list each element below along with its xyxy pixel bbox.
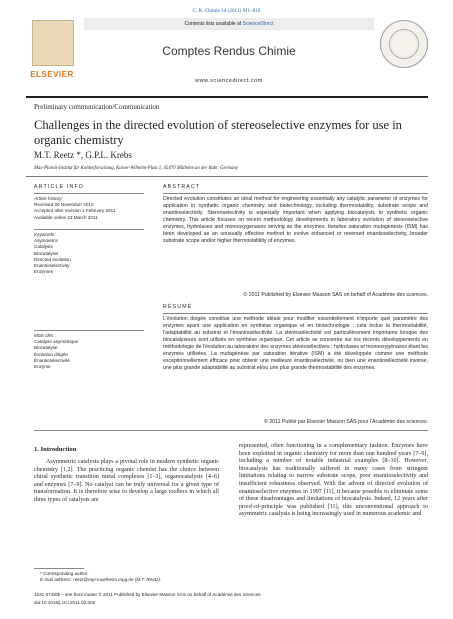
abstract-text: Directed evolution constitutes an ideal method for engineering essentially any catalytic parameter of enzymes for application in synthetic organic chemistry and biotechnology, including thermostability, substrate scope and enantioselectivity. Stereoselectivity is especially important when applying biocatalysts to synthetic organic chemistry. This article focuses on recent methodology developments in laboratory evolution of stereoselective enzymes, hydrolases and monooxygenases serving as the enzymes. Iterative saturation mutagenesis (ISM) has been developed as an unusually effective method to evolve enhanced or reversed enantioselectivity, broader substrate scope and/or higher thermostability of enzymes. xyxy=(163,196,428,244)
contents-line xyxy=(84,18,374,30)
abstract-bottom-rule xyxy=(34,430,428,431)
body-paragraph-right: represented, often functioning in a complementary fashion. Enzymes have been exploited in organic chemistry for more than one hundred years [7–9], including a number of notable industrial examples [8–10]. However, biocatalysis has traditionally suffered in many cases from stringent limitations relating to narrow substrate scope, poor enantioselectivity and insufficient robustness observed. With the advent of directed evolution of enantioselective enzymes in 1997 [11], it became possible to eliminate some of these disadvantages and limitations of biocatalysis. Indeed, 12 years after proof-of-principle was published [11], this unconventional approach to asymmetric catalysis is being increasingly used in numerous academic and xyxy=(239,443,428,518)
academy-seal-icon xyxy=(380,20,428,68)
article-title: Challenges in the directed evolution of stereoselective enzymes for use in organic chemistry xyxy=(34,118,402,147)
body-paragraph-left: Asymmetric catalysis plays a pivotal role in modern synthetic organic chemistry [1,2]. The practicing organic chemist has the choice between chiral synthetic transition metal complexes [1–3], organocatalysts [4–6] and enzymes [7–9]. No catalyst can be truly universal for a given type of transformation. It is therefore wise to develop a large toolbox in which all three types of catalysts are xyxy=(34,459,219,503)
running-head: C. R. Chimie 14 (2011) 811–818 xyxy=(192,8,261,14)
mot-cle: Catalyse asymétrique xyxy=(34,339,79,345)
footnote-star: * Corresponding author. xyxy=(40,571,89,576)
issn-line: 1631-0748/$ – see front matter © 2011 Published by Elsevier Masson SAS on behalf of Académie des sciences. xyxy=(34,592,262,597)
section-heading: 1. Introduction xyxy=(34,446,77,453)
abstract-heading: ABSTRACT xyxy=(163,184,201,190)
article-history xyxy=(34,196,144,221)
contents-prefix: Contents lists available at xyxy=(184,21,243,27)
sciencedirect-link[interactable]: ScienceDirect xyxy=(242,21,274,27)
masthead-rule xyxy=(26,96,428,98)
history-item: Accepted after revision 1 February 2011 xyxy=(34,208,116,214)
seal-inner-ring xyxy=(389,29,419,59)
keyword: Directed evolution xyxy=(34,256,71,262)
resume-heading: RÉSUMÉ xyxy=(163,304,193,310)
keywords-block xyxy=(34,232,144,275)
motscles-label: Mots clés : xyxy=(34,333,56,338)
resume-text: L'évolution dirigée constitue une méthode idéale pour modifier essentiellement n'importe quel paramètre des enzymes ayant une application en synthèse organique et en biotechnologie ; cela inclue la thermostabilité, l'adaptabilité au substrat et l'énantiosélectivité. La stéréosélectivité est particulièrement importante lorsque des biocatalyseurs sont utilisés en synthèse organique. Cet article se concentre sur les récents développements en méthodologie de l'évolution au laboratoire des enzymes stéréosélectives ; hydrolases et monooxygénases étant les enzymes utilisées. La mutagénèse par saturation itérative (ISM) a été développée comme une méthode exceptionnellement efficace pour obtenir une meilleure énantiosélectivité, ou bien une énantiosélectivité inverse, une plus grande adaptabilité au substrat et/ou une plus grande thermostabilité des enzymes. xyxy=(163,316,428,371)
publisher-wordmark: ELSEVIER xyxy=(30,70,74,79)
document-type: Preliminary communication/Communication xyxy=(34,103,160,111)
keywords-rule xyxy=(34,229,144,230)
mot-cle: Évolution dirigée xyxy=(34,351,68,357)
abstract-copyright: © 2011 Published by Elsevier Masson SAS on behalf of Académie des sciences. xyxy=(243,292,428,298)
keyword: Biocatalysis xyxy=(34,250,59,256)
article-info-rule xyxy=(34,193,144,194)
resume-copyright: © 2011 Publié par Elsevier Masson SAS pour l'Académie des sciences. xyxy=(264,419,428,425)
mot-cle: Enzyme xyxy=(34,364,51,370)
mot-cle: Biocatalyse xyxy=(34,345,58,351)
history-item: Received 30 November 2010 xyxy=(34,202,94,208)
doi-line[interactable]: doi:10.1016/j.crci.2011.02.002 xyxy=(34,600,96,605)
footnote-rule xyxy=(34,568,84,569)
motscles-block xyxy=(34,333,144,370)
affiliation: Max-Planck-Institut für Kohlenforschung, Kaiser-Wilhelm-Platz 1, 45470 Mülheim an der Ruhr, Germany xyxy=(34,166,238,171)
keyword: Asymmetric xyxy=(34,238,58,244)
journal-title: Comptes Rendus Chimie xyxy=(162,44,296,58)
keyword: Catalysis xyxy=(34,244,53,250)
keyword: Enantioselectivity xyxy=(34,263,70,269)
footnote-email[interactable]: E-mail address: reetz@mpi-muelheim.mpg.de (M.T. Reetz). xyxy=(40,576,162,582)
tree-icon xyxy=(32,20,74,66)
keywords-label: Keywords: xyxy=(34,232,56,237)
mot-cle: Énantiosélectivité xyxy=(34,357,70,363)
journal-url[interactable]: www.sciencedirect.com xyxy=(195,78,263,84)
keyword: Enzymes xyxy=(34,269,53,275)
abstract-rule xyxy=(163,193,428,194)
header-rule xyxy=(26,176,428,177)
resume-rule xyxy=(163,313,428,314)
history-label: Article history: xyxy=(34,196,63,201)
author-list: M.T. Reetz *, G.P.L. Krebs xyxy=(34,150,132,160)
article-info-heading: ARTICLE INFO xyxy=(34,184,85,190)
history-item: Available online 23 March 2011 xyxy=(34,214,98,220)
footnote xyxy=(40,571,220,583)
journal-masthead xyxy=(26,18,428,92)
masthead-center xyxy=(84,18,374,92)
elsevier-logo xyxy=(26,18,78,92)
motscles-rule xyxy=(34,330,144,331)
